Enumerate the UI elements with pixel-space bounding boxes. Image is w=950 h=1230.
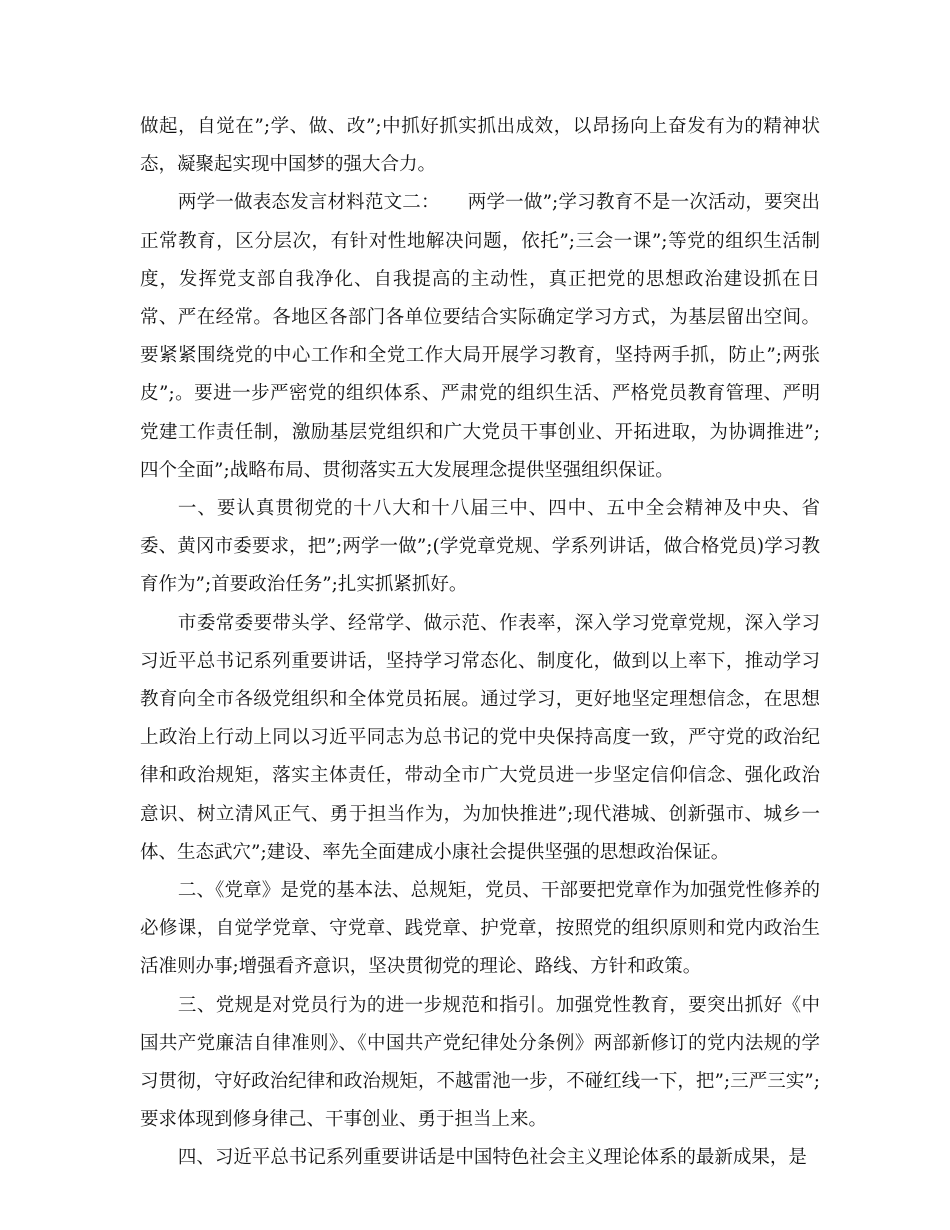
paragraph-4: 市委常委要带头学、经常学、做示范、作表率，深入学习党章党规，深入学习习近平总书记系列重要讲话，坚持学习常态化、制度化，做到以上率下，推动学习教育向全市各级党组织和全体党员拓展。通过学习，更好地坚定理想信念，在思想上政治上行动上同以习近平同志为总书记的党中央保持高度一致，严守党的政治纪律和政治规矩，落实主体责任，带动全市广大党员进一步坚定信仰信念、强化政治意识、树立清风正气、勇于担当作为，为加快推进”;现代港城、创新强市、城乡一体、生态武穴”;建设、率先全面建成小康社会提供坚强的思想政治保证。 <box>140 612 820 863</box>
paragraph-7: 四、习近平总书记系列重要讲话是中国特色社会主义理论体系的最新成果，是 <box>177 1147 807 1169</box>
paragraph-3: 一、要认真贯彻党的十八大和十八届三中、四中、五中全会精神及中央、省委、黄冈市委要求，把”;两学一做”;(学党章党规、学系列讲话，做合格党员)学习教育作为”;首要政治任务”;扎实抓紧抓好。 <box>140 498 820 596</box>
document-body <box>140 108 820 1178</box>
paragraph-2: 两学一做表态发言材料范文二： 两学一做”;学习教育不是一次活动，要突出正常教育，区分层次，有针对性地解决问题，依托”;三会一课”;等党的组织生活制度，发挥党支部自我净化、自我提高的主动性，真正把党的思想政治建设抓在日常、严在经常。各地区各部门各单位要结合实际确定学习方式，为基层留出空间。要紧紧围绕党的中心工作和全党工作大局开展学习教育，坚持两手抓，防止”;两张皮”;。要进一步严密党的组织体系、严肃党的组织生活、严格党员教育管理、严明党建工作责任制，激励基层党组织和广大党员干事创业、开拓进取，为协调推进”;四个全面”;战略布局、贯彻落实五大发展理念提供坚强组织保证。 <box>140 192 820 481</box>
paragraph-5: 二、《党章》是党的基本法、总规矩，党员、干部要把党章作为加强党性修养的必修课，自觉学党章、守党章、践党章、护党章，按照党的组织原则和党内政治生活准则办事;增强看齐意识，坚决贯彻党的理论、路线、方针和政策。 <box>140 880 820 978</box>
paragraph-1: 做起，自觉在”;学、做、改”;中抓好抓实抓出成效，以昂扬向上奋发有为的精神状态，凝聚起实现中国梦的强大合力。 <box>140 116 820 176</box>
paragraph-6: 三、党规是对党员行为的进一步规范和指引。加强党性教育，要突出抓好《中国共产党廉洁自律准则》、《中国共产党纪律处分条例》两部新修订的党内法规的学习贯彻，守好政治纪律和政治规矩，不越雷池一步，不碰红线一下，把”;三严三实”;要求体现到修身律己、干事创业、勇于担当上来。 <box>140 994 820 1131</box>
